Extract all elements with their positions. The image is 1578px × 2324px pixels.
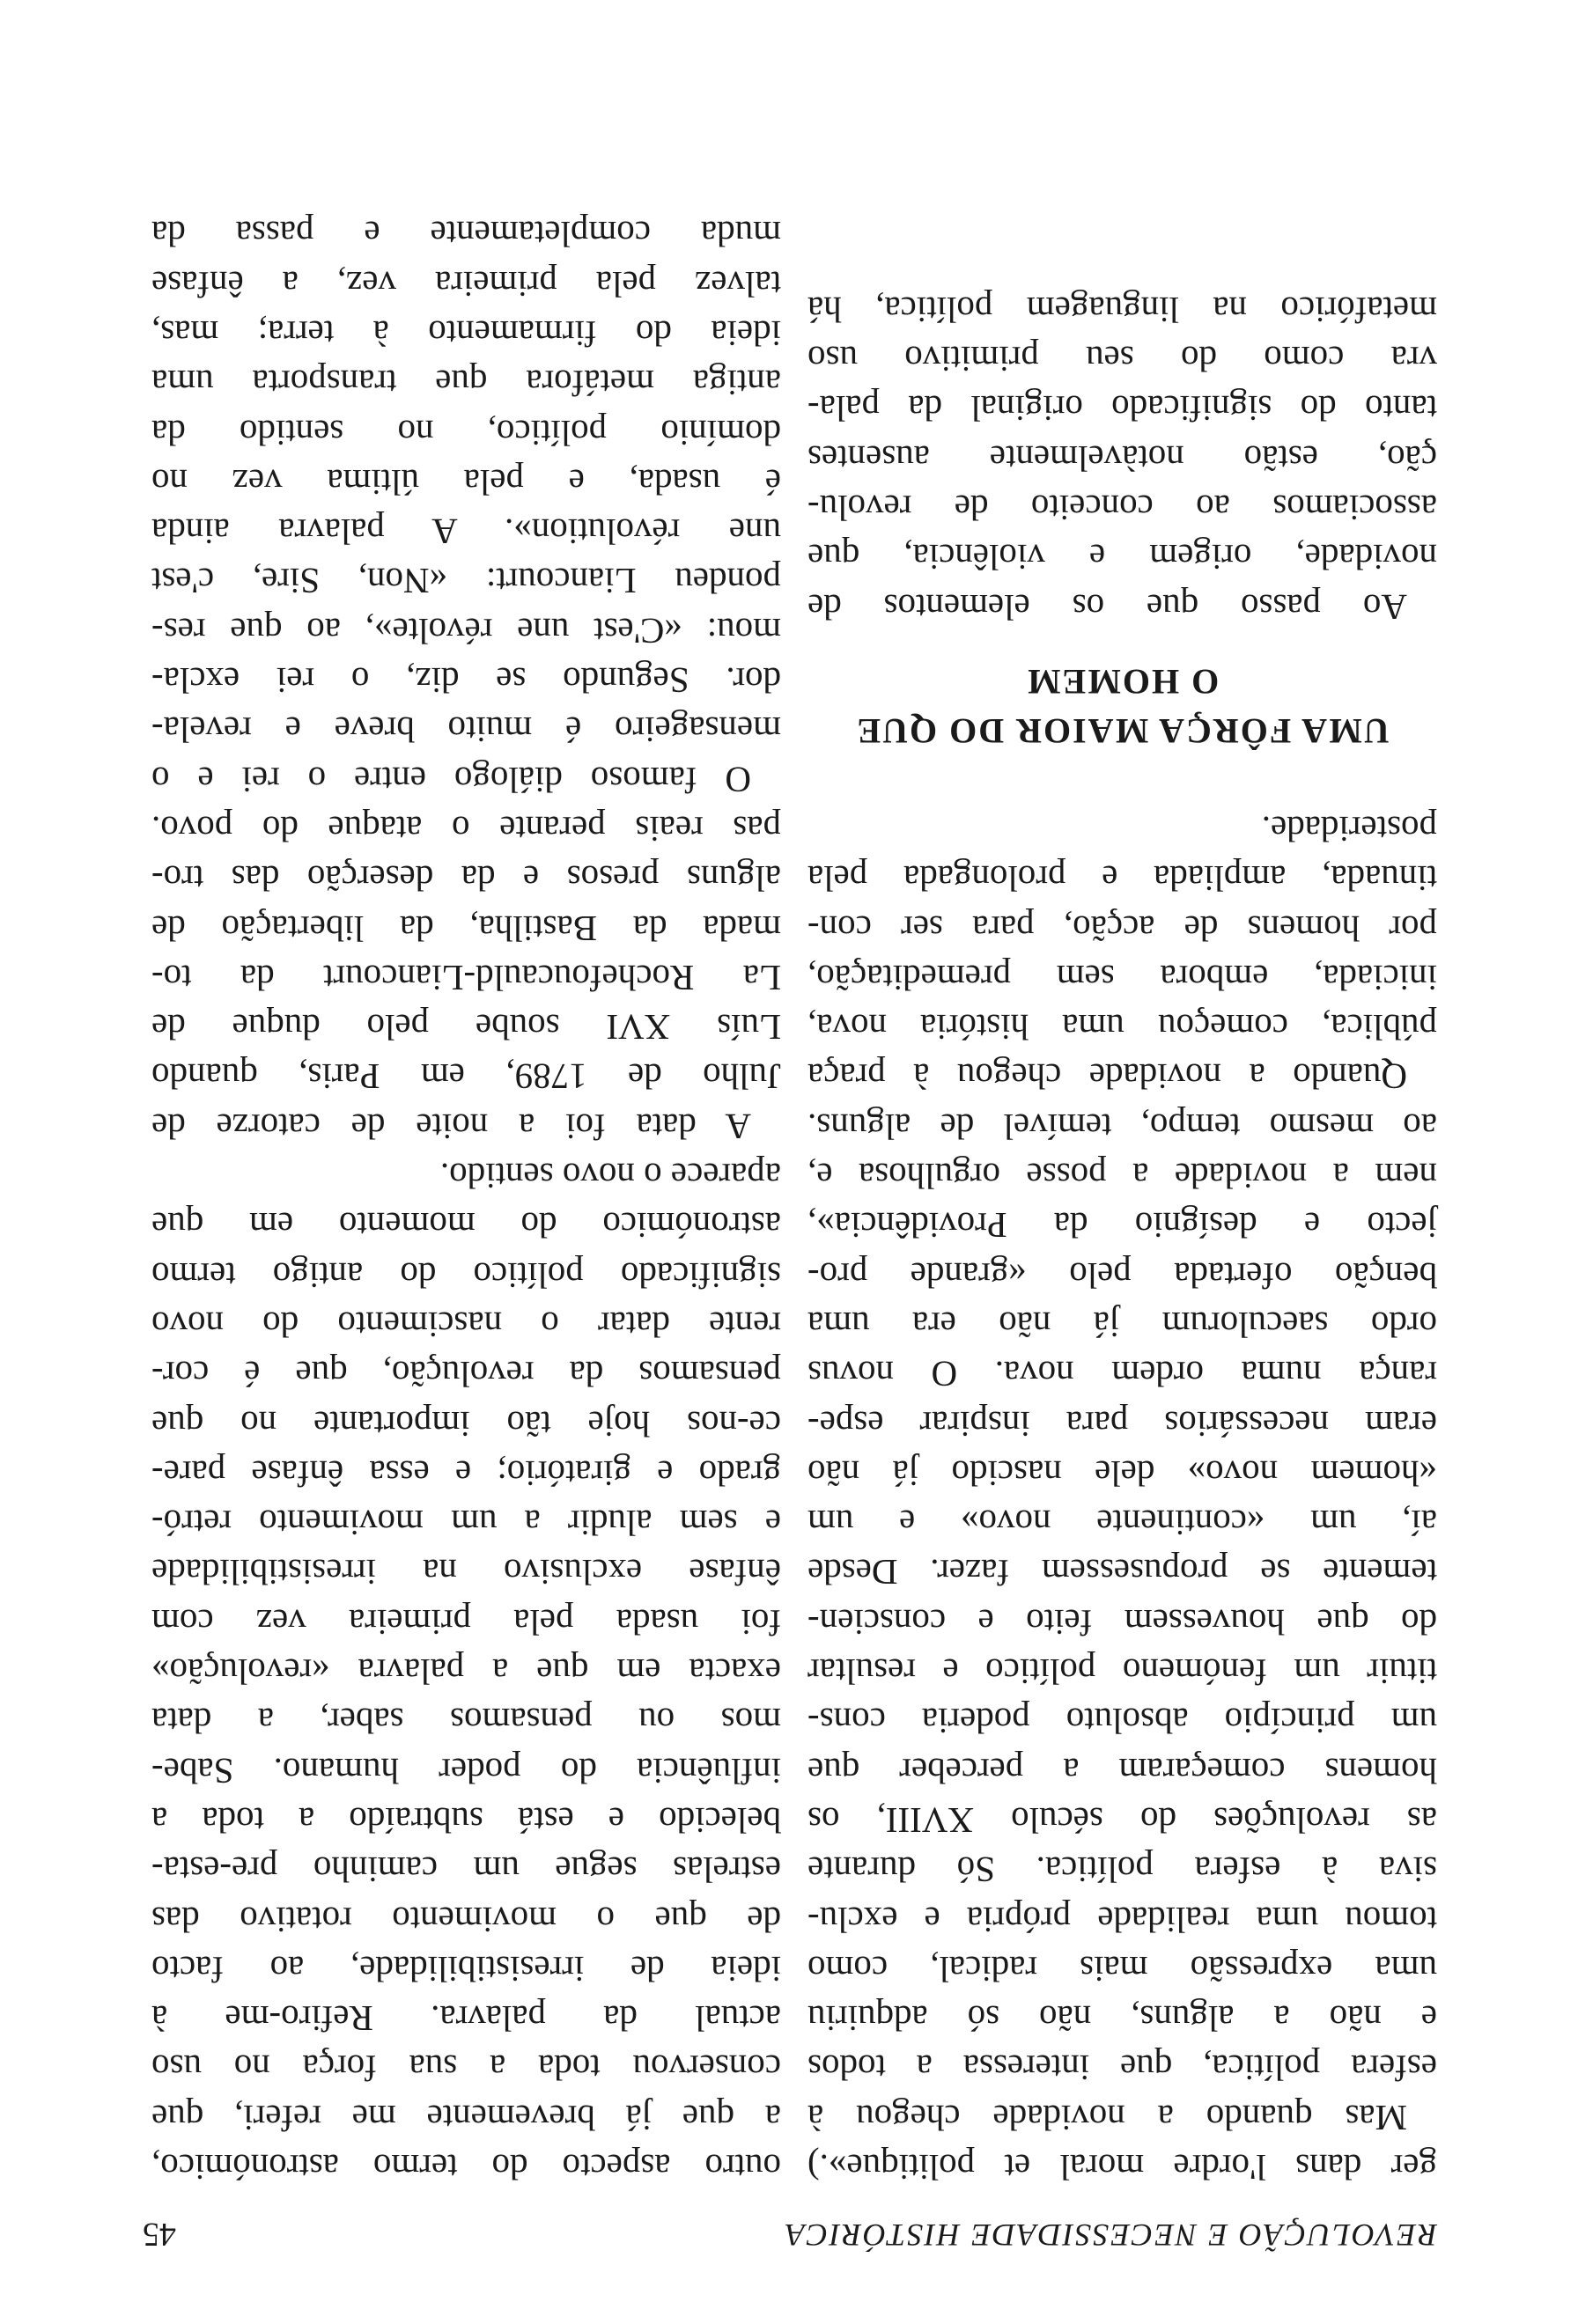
text-line: e sem aludir a um movimento retró- — [151, 1503, 781, 1544]
text-line: homens começaram a perceber que — [807, 1750, 1437, 1791]
text-line: do que houvessem feito e conscien- — [807, 1601, 1437, 1643]
text-line: «homem novo» dele nascido já não — [807, 1452, 1437, 1494]
text-line: nem a novidade a posse orgulhosa e, — [807, 1156, 1437, 1197]
text-line: ao mesmo tempo, temível de alguns. — [807, 1106, 1437, 1147]
spacer — [807, 632, 1437, 657]
text-line: siva à esfera política. Só durante — [807, 1850, 1437, 1891]
text-line: a que já brevemente me referi, que — [151, 2097, 781, 2138]
text-line: A data foi a noite de catorze de — [151, 1106, 751, 1147]
text-line: pública, começou uma história nova, — [807, 1007, 1437, 1048]
text-line: vra como do seu primitivo uso — [807, 339, 1437, 380]
text-line: tituir um fenómeno político e resultar — [807, 1651, 1437, 1693]
text-line: aí, um «continente novo» e um — [807, 1503, 1437, 1544]
text-line: mou: «C'est une révolte», ao que res- — [151, 610, 781, 651]
text-line: talvez pela primeira vez, a ênfase — [151, 263, 781, 305]
text-line: tomou uma realidade própria e exclu- — [807, 1899, 1437, 1940]
text-line: La Rochefoucauld-Liancourt da to- — [151, 957, 781, 998]
text-line: alguns presos e da deserção das tro- — [151, 858, 781, 900]
text-line: e não a alguns, não só adquiriu — [807, 1998, 1437, 2040]
text-line: esfera política, que interessa a todos — [807, 2048, 1437, 2089]
text-line: associamos ao conceito de revolu- — [807, 488, 1437, 529]
text-line: pensamos da revolução, que é cor- — [151, 1354, 781, 1395]
text-line: Quando a novidade chegou à praça — [807, 1056, 1407, 1098]
text-line: uma expressão mais radical, como — [807, 1948, 1437, 1989]
text-line: domínio político, no sentido da — [151, 412, 781, 453]
text-line: exacta em que a palavra «revolução» — [151, 1651, 781, 1693]
text-line: pas reais perante o ataque do povo. — [151, 808, 781, 849]
text-line: astronómico do momento em que — [151, 1205, 781, 1247]
section-heading: UMA FÔRÇA MAIOR DO QUE — [855, 710, 1390, 751]
text-line: ger dans l'ordre moral et politique».) — [807, 2147, 1437, 2188]
text-line: dor. Segundo se diz, o rei excla- — [151, 660, 781, 702]
text-line: Mas quando a novidade chegou à — [807, 2097, 1407, 2138]
left-column — [807, 285, 1437, 2192]
text-line: conservou toda a sua força no uso — [151, 2048, 781, 2089]
text-line: belecido e está subtraído a toda a — [151, 1799, 781, 1841]
text-line: metafórico na linguagem política, há — [807, 289, 1437, 330]
page-number: 45 — [143, 2216, 176, 2253]
text-line: estrelas segue um caminho pre-esta- — [151, 1850, 781, 1891]
text-line: influência do poder humano. Sabe- — [151, 1750, 781, 1791]
page-header — [143, 2201, 1437, 2254]
text-line: outro aspecto do termo astronómico, — [151, 2147, 781, 2188]
text-line: muda completamente e passa da — [151, 214, 781, 255]
text-line: ordo saeculorum já não era uma — [807, 1304, 1437, 1345]
text-line: temente se propusessem fazer. Desde — [807, 1552, 1437, 1593]
right-column — [151, 210, 781, 2192]
text-line: foi usada pela primeira vez com — [151, 1601, 781, 1643]
text-line: posteridade. — [1261, 808, 1437, 849]
text-line: rança numa ordem nova. O novus — [807, 1354, 1437, 1395]
text-line: mos ou pensamos saber, a data — [151, 1701, 781, 1742]
text-line: une révolution». A palavra ainda — [151, 511, 781, 553]
text-line: jecto e desígnio da Providência», — [807, 1205, 1437, 1247]
text-line: O famoso diálogo entre o rei e o — [151, 759, 751, 800]
text-line: Ao passo que os elementos de — [807, 586, 1407, 628]
text-line: antiga metáfora que transporta uma — [151, 363, 781, 404]
text-line: um princípio absoluto poderia cons- — [807, 1701, 1437, 1742]
text-line: tinuada, ampliada e prolongada pela — [807, 858, 1437, 900]
text-line: de que o movimento rotativo das — [151, 1899, 781, 1940]
text-line: grado e giratório; e essa ênfase pare- — [151, 1452, 781, 1494]
text-line: Julho de 1789, em Paris, quando — [151, 1056, 781, 1098]
text-line: ideia de irresistibilidade, ao facto — [151, 1948, 781, 1989]
text-line: mensageiro é muito breve e revela- — [151, 710, 781, 751]
text-line: ce-nos hoje tão importante no que — [151, 1403, 781, 1445]
text-line: rente datar o nascimento do novo — [151, 1304, 781, 1345]
text-line: actual da palavra. Refiro-me à — [151, 1998, 781, 2040]
text-line: Luís XVI soube pelo duque de — [151, 1007, 781, 1048]
text-line: iniciada, embora sem premeditação, — [807, 957, 1437, 998]
running-title: REVOLUÇÃO E NECESSIDADE HISTÓRICA — [784, 2217, 1437, 2253]
text-line: novidade, origem e violência, que — [807, 537, 1437, 578]
text-line: ênfase exclusivo na irresistibilidade — [151, 1552, 781, 1593]
text-line: significado político do antigo termo — [151, 1254, 781, 1296]
text-line: pondeu Liancourt: «Non, Sire, c'est — [151, 561, 781, 602]
text-line: aparece o novo sentido. — [439, 1156, 781, 1197]
text-line: ção, estão notàvelmente ausentes — [807, 438, 1437, 479]
text-line: as revoluções do século XVIII, os — [807, 1799, 1437, 1841]
section-heading: O HOMEM — [1025, 661, 1220, 702]
text-line: tanto do significado original da pala- — [807, 388, 1437, 430]
text-line: ideia do firmamento à terra; mas, — [151, 313, 781, 355]
text-line: eram necessários para inspirar espe- — [807, 1403, 1437, 1445]
text-line: mada da Bastilha, da libertação de — [151, 908, 781, 949]
text-line: é usada, e pela última vez no — [151, 461, 781, 503]
text-line: por homens de acção, para ser con- — [807, 908, 1437, 949]
text-line: benção ofertada pelo «grande pro- — [807, 1254, 1437, 1296]
spacer — [807, 755, 1437, 805]
